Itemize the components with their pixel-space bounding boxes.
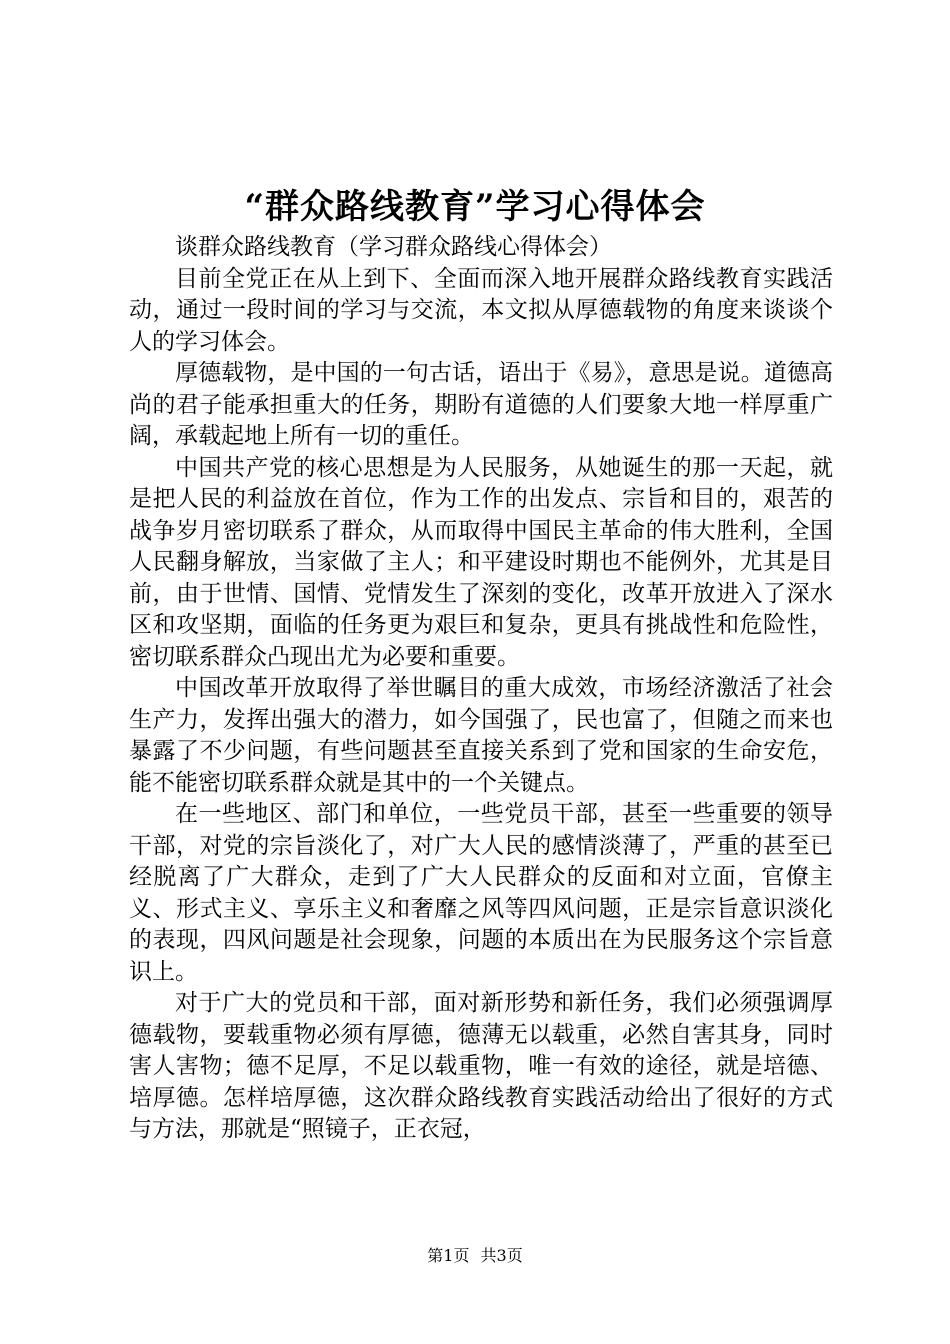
- document-body: [129, 232, 833, 1146]
- paragraph: 谈群众路线教育（学习群众路线心得体会）: [175, 234, 612, 260]
- paragraph: 中国共产党的核心思想是为人民服务，从她诞生的那一天起，就是把人民的利益放在首位，作为工作的出发点、宗旨和目的，艰苦的战争岁月密切联系了群众，从而取得中国民主革命的伟大胜利，全国人民翻身解放，当家做了主人；和平建设时期也不能例外，尤其是目前，由于世情、国情、党情发生了深刻的变化，改革开放进入了深水区和攻坚期，面临的任务更为艰巨和复杂，更具有挑战性和危险性，密切联系群众凸现出尤为必要和重要。: [129, 454, 833, 670]
- document-title: “群众路线教育”学习心得体会: [244, 187, 706, 227]
- paragraph: 中国改革开放取得了举世瞩目的重大成效，市场经济激活了社会生产力，发挥出强大的潜力，如今国强了，民也富了，但随之而来也暴露了不少问题，有些问题甚至直接关系到了党和国家的生命安危，能不能密切联系群众就是其中的一个关键点。: [129, 675, 833, 796]
- page-number: 第1页: [427, 1246, 470, 1265]
- page-total: 共3页: [480, 1246, 523, 1265]
- page-footer: [0, 1246, 950, 1266]
- paragraph: 目前全党正在从上到下、全面而深入地开展群众路线教育实践活动，通过一段时间的学习与交流，本文拟从厚德载物的角度来谈谈个人的学习体会。: [129, 265, 833, 355]
- paragraph: 在一些地区、部门和单位，一些党员干部，甚至一些重要的领导干部，对党的宗旨淡化了，对广大人民的感情淡薄了，严重的甚至已经脱离了广大群众，走到了广大人民群众的反面和对立面，官僚主义、形式主义、享乐主义和奢靡之风等四风问题，正是宗旨意识淡化的表现，四风问题是社会现象，问题的本质出在为民服务这个宗旨意识上。: [129, 801, 833, 985]
- paragraph: 对于广大的党员和干部，面对新形势和新任务，我们必须强调厚德载物，要载重物必须有厚德，德薄无以载重，必然自害其身，同时害人害物；德不足厚，不足以载重物，唯一有效的途径，就是培德、培厚德。怎样培厚德，这次群众路线教育实践活动给出了很好的方式与方法，那就是“照镜子，正衣冠，: [129, 990, 833, 1142]
- paragraph: 厚德载物，是中国的一句古话，语出于《易》，意思是说。道德高尚的君子能承担重大的任务，期盼有道德的人们要象大地一样厚重广阔，承载起地上所有一切的重任。: [129, 360, 833, 449]
